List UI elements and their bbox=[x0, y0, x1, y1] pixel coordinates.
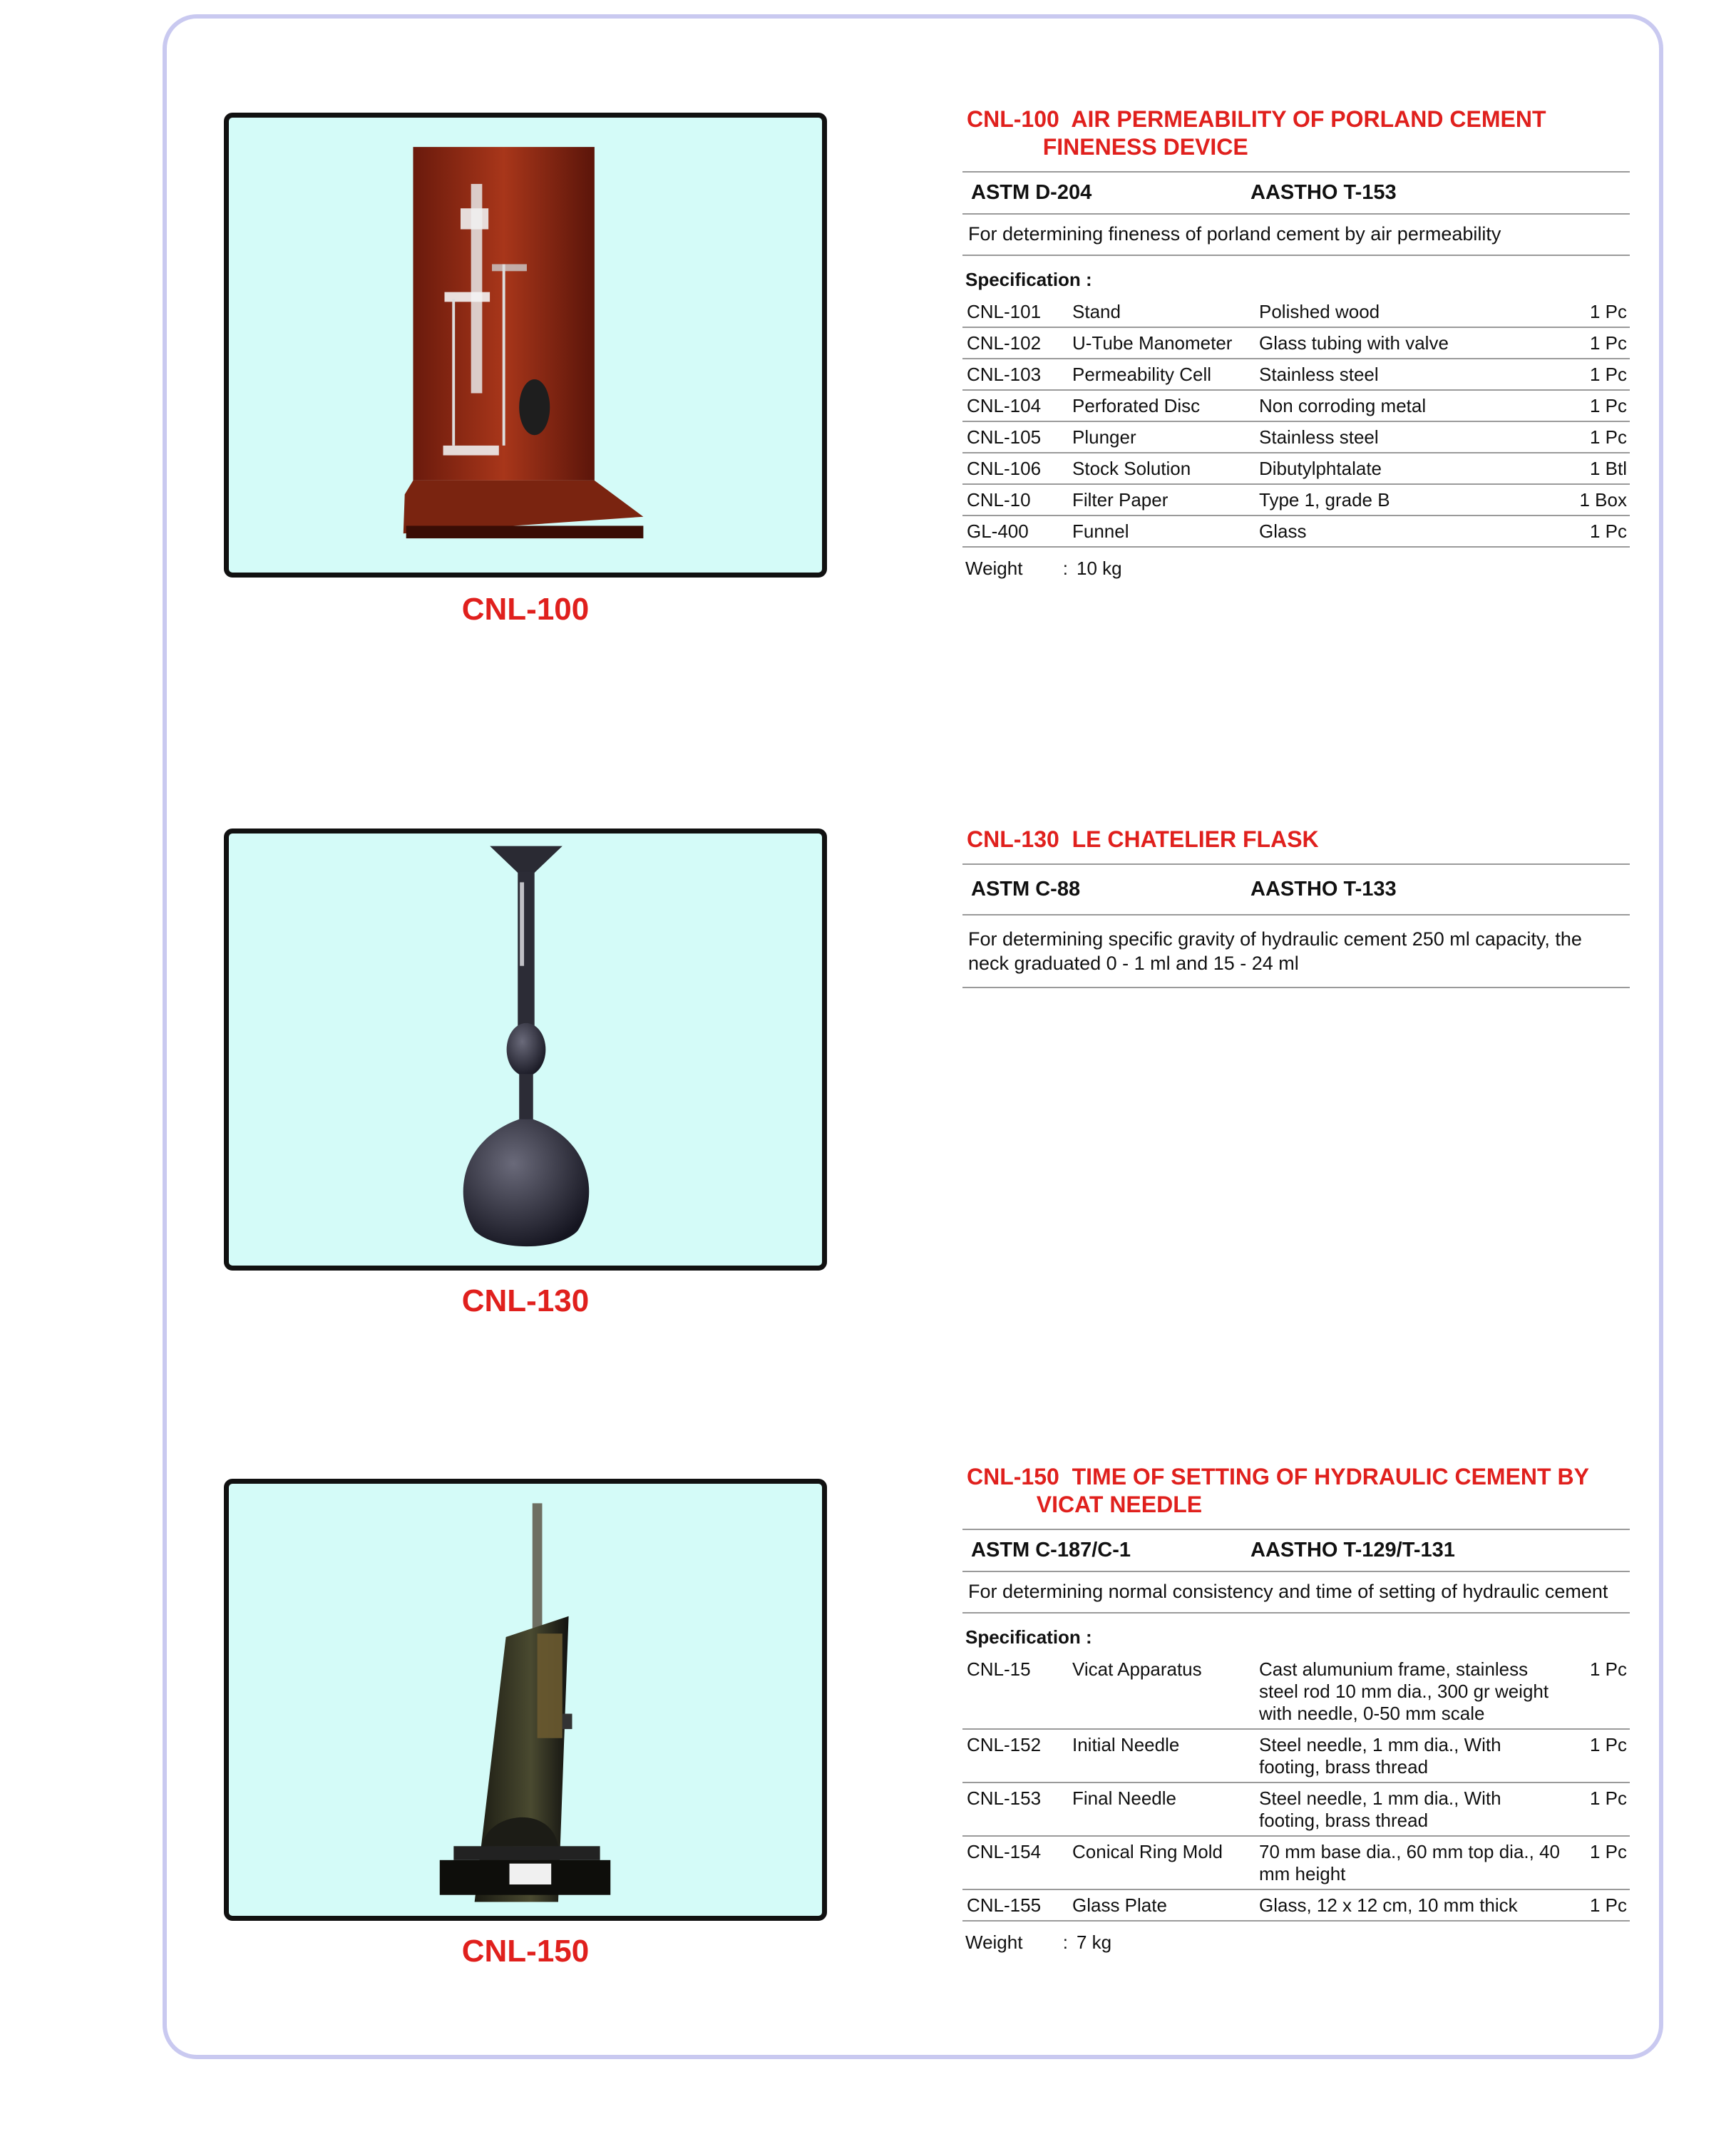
weight-label: Weight bbox=[965, 558, 1023, 579]
spec-material: Glass bbox=[1255, 515, 1563, 547]
specification-table bbox=[962, 297, 1630, 548]
spec-name: Filter Paper bbox=[1068, 484, 1255, 515]
aastho-standard: AASTHO T-133 bbox=[1250, 878, 1397, 901]
spec-code: GL-400 bbox=[962, 515, 1068, 547]
product-info-cnl-100 bbox=[962, 106, 1630, 590]
spec-material: Dibutylphtalate bbox=[1255, 453, 1563, 484]
specification-heading: Specification : bbox=[965, 269, 1092, 290]
spec-material: Non corroding metal bbox=[1255, 390, 1563, 421]
table-row bbox=[962, 359, 1630, 390]
spec-name: Plunger bbox=[1068, 421, 1255, 453]
spec-qty: 1 Pc bbox=[1563, 327, 1630, 359]
spec-code: CNL-155 bbox=[962, 1889, 1068, 1921]
product-caption: CNL-150 bbox=[461, 1934, 590, 1969]
spec-qty: 1 Pc bbox=[1563, 1782, 1630, 1836]
spec-qty: 1 Pc bbox=[1563, 1836, 1630, 1889]
weight-line: Weight : 10 kg bbox=[965, 558, 1122, 579]
product-title: CNL-130 LE CHATELIER FLASK bbox=[967, 826, 1319, 852]
weight-value: 10 kg bbox=[1077, 558, 1122, 579]
spec-name: Vicat Apparatus bbox=[1068, 1654, 1255, 1729]
spec-name: Funnel bbox=[1068, 515, 1255, 547]
table-row bbox=[962, 484, 1630, 515]
product-caption: CNL-130 bbox=[461, 1283, 590, 1318]
standards-row bbox=[962, 1529, 1630, 1572]
spec-name: Conical Ring Mold bbox=[1068, 1836, 1255, 1889]
spec-code: CNL-105 bbox=[962, 421, 1068, 453]
spec-name: Stand bbox=[1068, 297, 1255, 327]
spec-qty: 1 Pc bbox=[1563, 1889, 1630, 1921]
product-title: CNL-100 AIR PERMEABILITY OF PORLAND CEMENT FINENESS DEVICE bbox=[967, 106, 1546, 160]
spec-material: 70 mm base dia., 60 mm top dia., 40 mm height bbox=[1255, 1836, 1563, 1889]
spec-name: Final Needle bbox=[1068, 1782, 1255, 1836]
table-row bbox=[962, 1889, 1630, 1921]
product-info-cnl-130 bbox=[962, 826, 1630, 988]
spec-code: CNL-152 bbox=[962, 1729, 1068, 1782]
spec-qty: 1 Pc bbox=[1563, 390, 1630, 421]
air-permeability-device-illustration bbox=[229, 118, 822, 573]
table-row bbox=[962, 1654, 1630, 1729]
spec-code: CNL-154 bbox=[962, 1836, 1068, 1889]
spec-qty: 1 Pc bbox=[1563, 515, 1630, 547]
table-row bbox=[962, 390, 1630, 421]
product-info-cnl-150 bbox=[962, 1463, 1630, 1964]
weight-line: Weight : 7 kg bbox=[965, 1932, 1112, 1953]
weight-label: Weight bbox=[965, 1932, 1023, 1953]
table-row bbox=[962, 1782, 1630, 1836]
specification-heading: Specification : bbox=[965, 1626, 1092, 1648]
aastho-standard: AASTHO T-153 bbox=[1250, 181, 1397, 204]
spec-code: CNL-103 bbox=[962, 359, 1068, 390]
spec-qty: 1 Pc bbox=[1563, 1729, 1630, 1782]
table-row bbox=[962, 515, 1630, 547]
spec-code: CNL-101 bbox=[962, 297, 1068, 327]
table-row bbox=[962, 1729, 1630, 1782]
le-chatelier-flask-illustration bbox=[229, 833, 822, 1266]
product-description: For determining fineness of porland cement by air permeability bbox=[962, 215, 1630, 256]
spec-code: CNL-15 bbox=[962, 1654, 1068, 1729]
vicat-apparatus-illustration bbox=[229, 1484, 822, 1916]
spec-qty: 1 Pc bbox=[1563, 297, 1630, 327]
spec-name: Glass Plate bbox=[1068, 1889, 1255, 1921]
spec-material: Stainless steel bbox=[1255, 359, 1563, 390]
product-title: CNL-150 TIME OF SETTING OF HYDRAULIC CEMENT BY VICAT NEEDLE bbox=[967, 1464, 1589, 1517]
spec-qty: 1 Btl bbox=[1563, 453, 1630, 484]
spec-qty: 1 Box bbox=[1563, 484, 1630, 515]
spec-code: CNL-102 bbox=[962, 327, 1068, 359]
spec-qty: 1 Pc bbox=[1563, 359, 1630, 390]
spec-qty: 1 Pc bbox=[1563, 1654, 1630, 1729]
spec-code: CNL-104 bbox=[962, 390, 1068, 421]
table-row bbox=[962, 1836, 1630, 1889]
spec-material: Cast alumunium frame, stainless steel rod 10 mm dia., 300 gr weight with needle, 0-50 mm scale bbox=[1255, 1654, 1563, 1729]
standards-row bbox=[962, 171, 1630, 215]
spec-material: Steel needle, 1 mm dia., With footing, brass thread bbox=[1255, 1729, 1563, 1782]
astm-standard: ASTM C-88 bbox=[971, 878, 1081, 901]
spec-name: U-Tube Manometer bbox=[1068, 327, 1255, 359]
spec-qty: 1 Pc bbox=[1563, 421, 1630, 453]
spec-name: Permeability Cell bbox=[1068, 359, 1255, 390]
spec-material: Polished wood bbox=[1255, 297, 1563, 327]
specification-table bbox=[962, 1654, 1630, 1922]
table-row bbox=[962, 421, 1630, 453]
astm-standard: ASTM C-187/C-1 bbox=[971, 1539, 1131, 1561]
spec-name: Initial Needle bbox=[1068, 1729, 1255, 1782]
weight-value: 7 kg bbox=[1077, 1932, 1112, 1953]
standards-row bbox=[962, 863, 1630, 915]
product-description: For determining specific gravity of hydraulic cement 250 ml capacity, the neck graduated 0 - 1 ml and 15 - 24 ml bbox=[962, 915, 1630, 988]
product-photo-cnl-150 bbox=[224, 1479, 827, 1921]
table-row bbox=[962, 327, 1630, 359]
spec-material: Glass, 12 x 12 cm, 10 mm thick bbox=[1255, 1889, 1563, 1921]
product-description: For determining normal consistency and time of setting of hydraulic cement bbox=[962, 1572, 1630, 1614]
spec-material: Stainless steel bbox=[1255, 421, 1563, 453]
spec-name: Stock Solution bbox=[1068, 453, 1255, 484]
spec-material: Type 1, grade B bbox=[1255, 484, 1563, 515]
table-row bbox=[962, 297, 1630, 327]
table-row bbox=[962, 453, 1630, 484]
astm-standard: ASTM D-204 bbox=[971, 181, 1092, 204]
spec-name: Perforated Disc bbox=[1068, 390, 1255, 421]
spec-material: Steel needle, 1 mm dia., With footing, brass thread bbox=[1255, 1782, 1563, 1836]
product-photo-cnl-130 bbox=[224, 829, 827, 1271]
product-caption: CNL-100 bbox=[461, 592, 590, 627]
spec-material: Glass tubing with valve bbox=[1255, 327, 1563, 359]
spec-code: CNL-153 bbox=[962, 1782, 1068, 1836]
aastho-standard: AASTHO T-129/T-131 bbox=[1250, 1539, 1455, 1561]
product-photo-cnl-100 bbox=[224, 113, 827, 578]
spec-code: CNL-10 bbox=[962, 484, 1068, 515]
spec-code: CNL-106 bbox=[962, 453, 1068, 484]
